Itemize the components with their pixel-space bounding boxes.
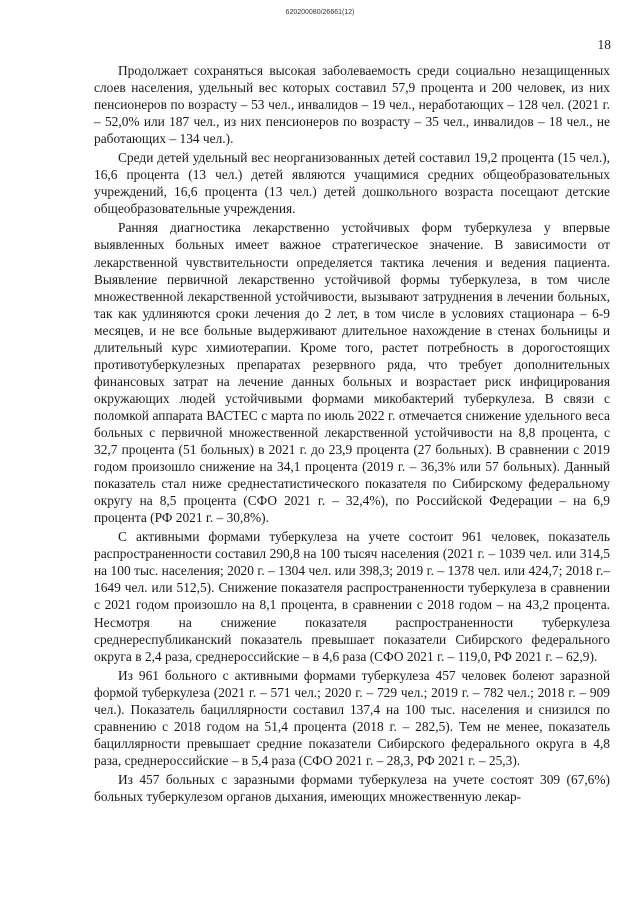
document-id: 620200080/26661(12) [285, 9, 355, 16]
page-number: 18 [597, 37, 611, 52]
paragraph: Среди детей удельный вес неорганизованных детей составил 19,2 процента (15 чел.), 16,6 процента (13 чел.) детей являются учащимися средних общеобразовательных учреждений, 16,6 процента (13 чел.) детей дошкольного возраста посещают детские общеобразовательные учреждения. [94, 150, 610, 217]
paragraph: Из 961 больного с активными формами туберкулеза 457 человек болеют заразной формой туберкулеза (2021 г. – 571 чел.; 2020 г. – 729 чел.; 2019 г. – 782 чел.; 2018 г. – 909 чел.). Показатель бациллярности составил 137,4 на 100 тыс. населения и снизился по сравнению с 2018 годом на 51,4 процента (2018 г. – 282,5). Тем не менее, показатель бациллярности превышает средние показатели Сибирского федерального округа в 4,8 раза, среднероссийские – в 5,4 раза (СФО 2021 г. – 28,3, РФ 2021 г. – 25,3). [94, 667, 610, 768]
paragraph: С активными формами туберкулеза на учете состоит 961 человек, показатель распространенности составил 290,8 на 100 тысяч населения (2021 г. – 1039 чел. или 314,5 на 100 тыс. населения; 2020 г. – 1304 чел. или 398,3; 2019 г. – 1378 чел. или 424,7; 2018 г.– 1649 чел. или 512,5). Снижение показателя распространенности туберкулеза в сравнении с 2021 годом произошло на 8,1 процента, в сравнении с 2018 годом – на 43,2 процента. Несмотря на снижение показателя распространенности туберкулеза среднереспубликанский показатель превышает показатели Сибирского федерального округа в 2,4 раза, среднероссийские – в 4,6 раза (СФО 2021 г. – 119,0, РФ 2021 г. – 62,9). [94, 529, 610, 664]
paragraph: Ранняя диагностика лекарственно устойчивых форм туберкулеза у впервые выявленных больных имеет важное стратегическое значение. В зависимости от лекарственной чувствительности определяется тактика лечения и ведения пациента. Выявление первичной лекарственно устойчивой формы туберкулеза, в том числе множественной лекарственной устойчивости, вызывают затруднения в лечении больных, так как удлиняются сроки лечения до 2 лет, в том числе в условиях стационара – 6-9 месяцев, и не все больные выдерживают длительное нахождение в стенах больницы и длительный курс химиотерапии. Кроме того, растет потребность в дорогостоящих противотуберкулезных препаратах резервного ряда, что требует дополнительных финансовых затрат на лечение данных больных и возрастает риск инфицирования окружающих людей устойчивыми формами микобактерий туберкулеза. В связи с поломкой аппарата ВАСТЕС с марта по июль 2022 г. отмечается снижение удельного веса больных с первичной множественной лекарственной устойчивости на 8,8 процента, с 32,7 процента (51 больных) в 2021 г. до 23,9 процента (27 больных). В сравнении с 2019 годом произошло снижение на 34,1 процента (2019 г. – 36,3% или 57 больных). Данный показатель стал ниже среднестатистического показателя по Сибирскому федеральному округу на 8,5 процента (СФО 2021 г. – 32,4%), по Российской Федерации – на 6,9 процента (РФ 2021 г. – 30,8%). [94, 220, 610, 526]
body-text [94, 62, 610, 805]
paragraph: Из 457 больных с заразными формами туберкулеза на учете состоят 309 (67,6%) больных туберкулезом органов дыхания, имеющих множественную лекар- [94, 771, 610, 804]
paragraph: Продолжает сохраняться высокая заболеваемость среди социально незащищенных слоев населения, удельный вес которых составил 57,9 процента и 200 человек, из них пенсионеров по возрасту – 53 чел., инвалидов – 19 чел., неработающих – 128 чел. (2021 г. – 52,0% или 187 чел., из них пенсионеров по возрасту – 35 чел., инвалидов – 18 чел., не работающих – 134 чел.). [94, 63, 610, 147]
